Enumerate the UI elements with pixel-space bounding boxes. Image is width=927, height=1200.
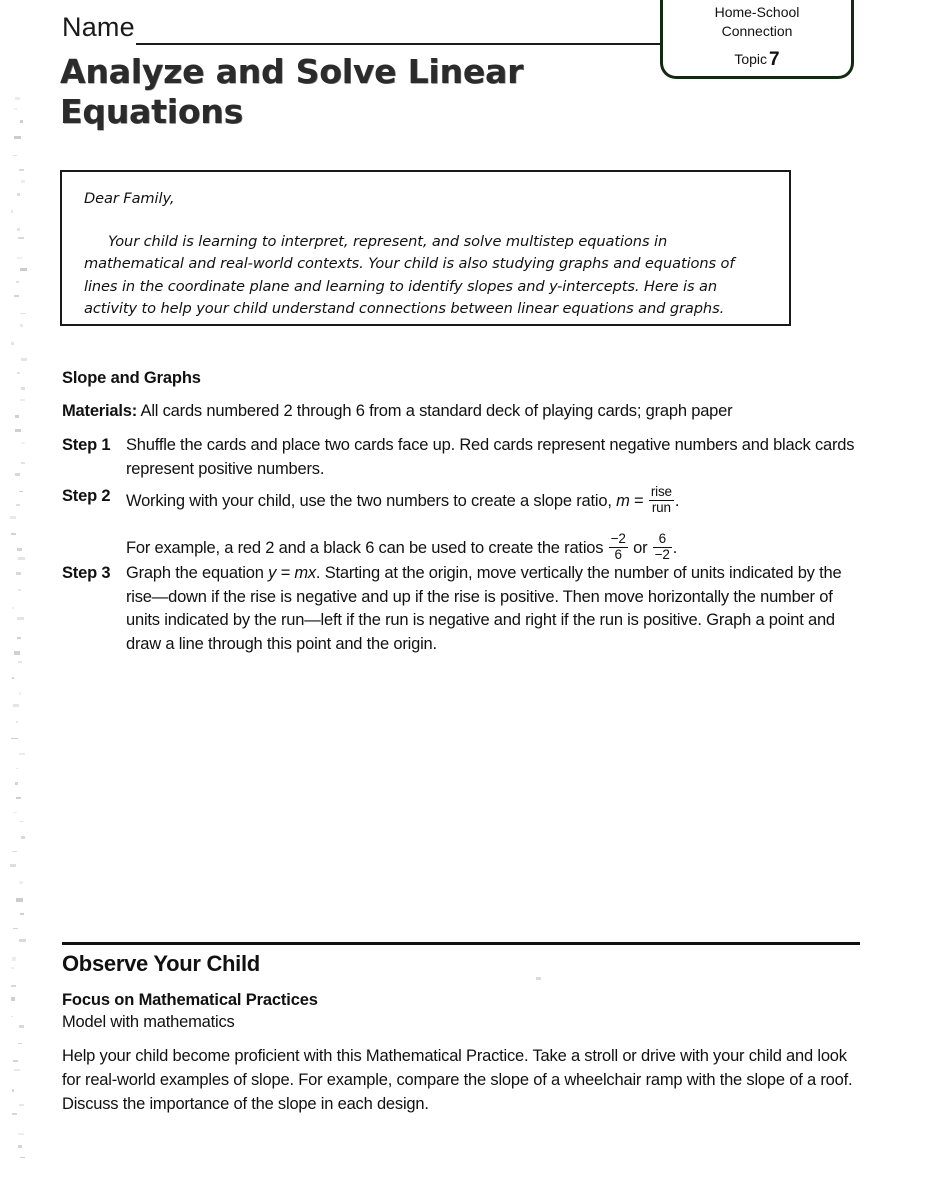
scan-speck (536, 977, 541, 980)
observe-section-divider (62, 942, 860, 945)
step-3-text (126, 562, 862, 656)
step-3-equation: y = mx (268, 564, 316, 582)
fraction-numerator: 6 (658, 531, 666, 547)
name-field-row (62, 8, 662, 54)
materials-label: Materials: (62, 402, 138, 420)
materials-line (62, 400, 862, 423)
family-salutation: Dear Family, (84, 190, 175, 207)
focus-practices-subtitle: Model with mathematics (62, 1013, 235, 1031)
materials-text: All cards numbered 2 through 6 from a standard deck of playing cards; graph paper (140, 402, 733, 420)
step-2 (62, 485, 862, 562)
scan-artifact-margin (9, 90, 31, 1180)
step-1 (62, 434, 862, 481)
step-2-text (126, 485, 862, 515)
step-2-text-after: . (674, 491, 680, 510)
badge-topic-label: Topic (734, 51, 768, 67)
badge-topic-number: 7 (769, 49, 780, 70)
observe-paragraph: Help your child become proficient with this Mathematical Practice. Take a stroll or drive with your child and look for real-world examples of slope. For example, compare the slope of a wheelchair ramp with the slope of a roof. Discuss the importance of the slope in each design. (62, 1047, 853, 1113)
badge-line-2: Connection (721, 23, 793, 39)
step-3 (62, 562, 862, 656)
step-2-sub-middle: or (628, 539, 652, 558)
step-2-sub-before: For example, a red 2 and a black 6 can be used to create the ratios (126, 539, 608, 558)
badge-line-1: Home-School (714, 4, 800, 20)
step-2-variable-m: m (616, 491, 630, 510)
fraction-denominator: 6 (609, 547, 628, 563)
step-3-text-after: . Starting at the origin, move vertically the number of units indicated by the rise—down if the rise is negative and up if the rise is positive. Then move horizontally the number of units indicated by the run—left if the run is negative and right if the run is positive. Graph a point and draw a line through this point and the origin. (126, 564, 842, 653)
step-2-sub-after: . (672, 539, 678, 558)
fraction-6-over-neg2 (653, 532, 672, 562)
name-write-in-line[interactable] (136, 43, 662, 45)
family-body-text: Your child is learning to interpret, represent, and solve multistep equations in mathematical and real-world contexts. Your child is also studying graphs and equations of lines in the coordinate plane and learning to identify slopes and y-intercepts. Here is an activity to help your child understand connections between linear equations and graphs. (84, 232, 735, 317)
fraction-denominator: run (649, 500, 674, 516)
badge-topic (663, 49, 851, 71)
home-school-connection-badge (660, 0, 854, 79)
focus-practices-title: Focus on Mathematical Practices (62, 991, 318, 1009)
fraction-neg2-over-6 (609, 532, 628, 562)
fraction-numerator: rise (650, 484, 672, 499)
fraction-denominator: −2 (654, 546, 670, 562)
step-2-equals: = (629, 491, 648, 510)
step-2-example (126, 532, 862, 562)
step-1-label: Step 1 (62, 436, 111, 454)
fraction-rise-over-run (649, 485, 674, 515)
step-3-label: Step 3 (62, 564, 111, 582)
page-title: Analyze and Solve Linear Equations (60, 52, 524, 131)
step-3-text-before: Graph the equation (126, 564, 269, 582)
activity-heading: Slope and Graphs (62, 369, 201, 387)
step-2-text-before: Working with your child, use the two numbers to create a slope ratio, (126, 491, 617, 510)
name-label: Name (62, 12, 135, 42)
observe-your-child-title: Observe Your Child (62, 951, 260, 976)
fraction-numerator: −2 (610, 531, 626, 547)
step-2-label: Step 2 (62, 487, 111, 505)
dear-family-box (60, 170, 791, 326)
step-1-text: Shuffle the cards and place two cards face up. Red cards represent negative numbers and black cards represent positive numbers. (126, 436, 855, 478)
